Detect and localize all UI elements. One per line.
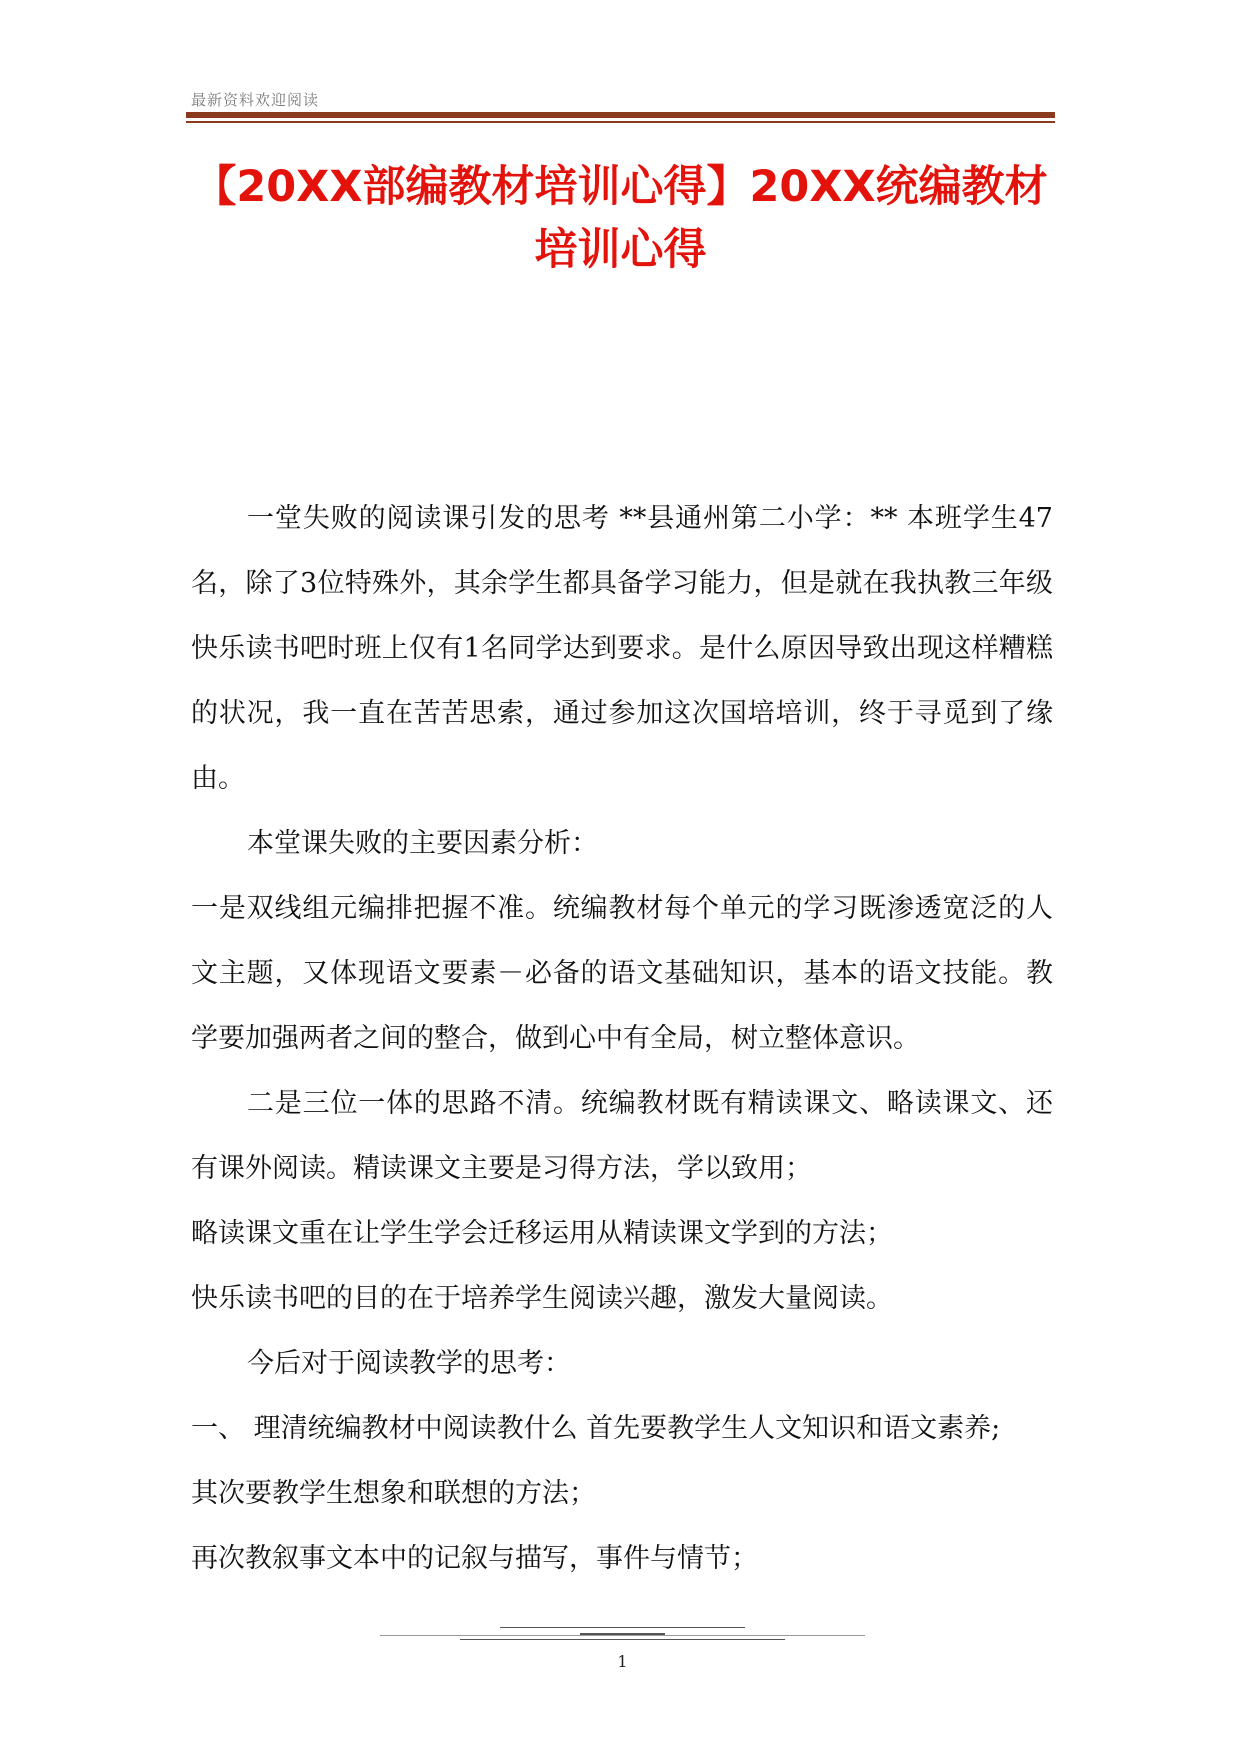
paragraph-reason-2: 二是三位一体的思路不清。统编教材既有精读课文、略读课文、还有课外阅读。精读课文主要是习得方法，学以致用； (191, 1088, 1053, 1184)
footer-rule-mid (460, 1639, 785, 1640)
paragraph-skim-reading: 略读课文重在让学生学会迁移运用从精读课文学到的方法； (191, 1218, 893, 1249)
paragraph-point-1-next: 其次要教学生想象和联想的方法； (191, 1478, 596, 1509)
page-number: 1 (617, 1652, 628, 1671)
paragraph-reflection-heading: 今后对于阅读教学的思考： (247, 1348, 571, 1379)
paragraph-intro: 一堂失败的阅读课引发的思考 **县通州第二小学：** 本班学生47名，除了3位特殊外，其余学生都具备学习能力，但是就在我执教三年级快乐读书吧时班上仅有1名同学达到要求。是什么原因导致出现这样糟糕的状况，我一直在苦苦思索，通过参加这次国培培训，终于寻觅到了缘由。 (191, 503, 1053, 794)
paragraph-happy-reading: 快乐读书吧的目的在于培养学生阅读兴趣，激发大量阅读。 (191, 1283, 893, 1314)
paragraph-point-1: 一、 理清统编教材中阅读教什么 首先要教学生人文知识和语文素养; (191, 1413, 1001, 1444)
paragraph-reason-1: 一是双线组元编排把握不准。统编教材每个单元的学习既渗透宽泛的人文主题，又体现语文要素－必备的语文基础知识，基本的语文技能。教学要加强两者之间的整合，做到心中有全局，树立整体意识。 (191, 893, 1053, 1054)
footer-rule-wide (380, 1635, 865, 1636)
header-rule-thick (186, 112, 1055, 118)
header-rule-thin (186, 121, 1055, 123)
page-header-text: 最新资料欢迎阅读 (191, 91, 320, 109)
page-footer (380, 1625, 865, 1675)
document-body (191, 486, 1053, 1591)
paragraph-analysis-heading: 本堂课失败的主要因素分析： (247, 828, 598, 859)
title-line-2: 培训心得 (534, 225, 707, 275)
footer-rule-center (580, 1633, 665, 1635)
document-title (186, 156, 1055, 282)
footer-rule-top (500, 1627, 745, 1628)
paragraph-point-1-then: 再次教叙事文本中的记叙与描写，事件与情节； (191, 1543, 758, 1574)
title-line-1: 【20XX部编教材培训心得】20XX统编教材 (193, 162, 1048, 212)
